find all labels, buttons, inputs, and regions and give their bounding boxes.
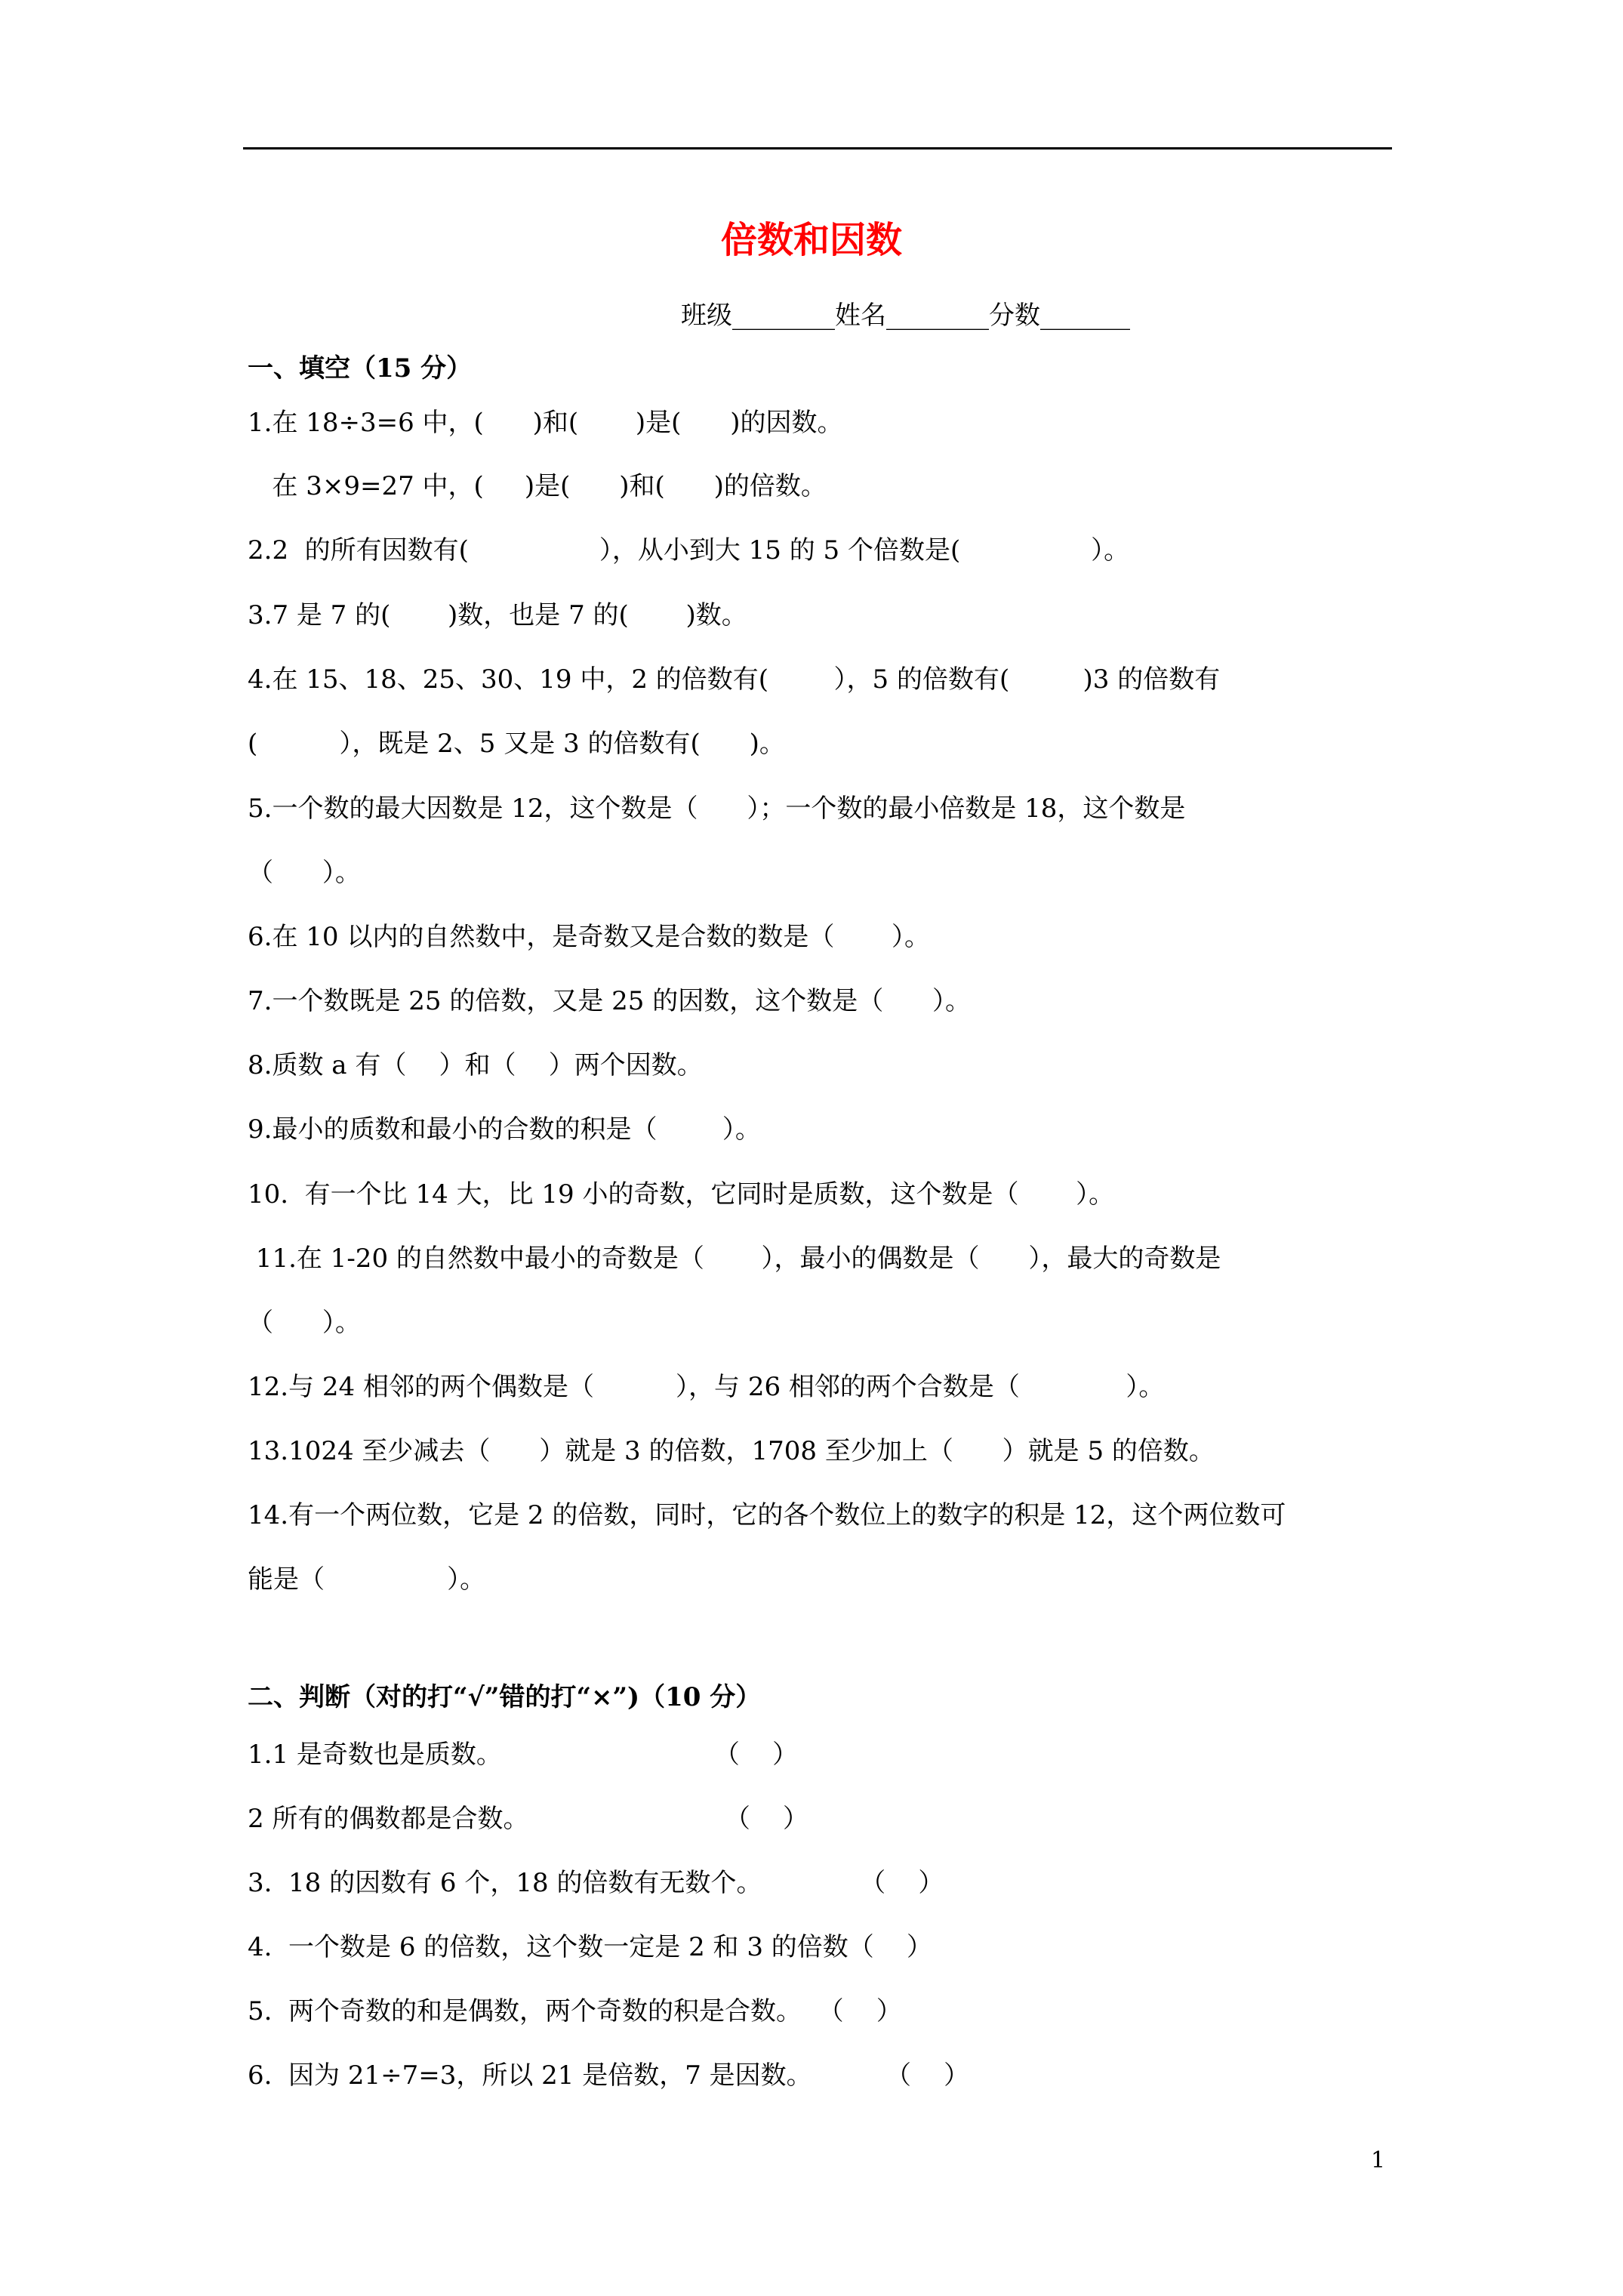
student-info-line: 班级________姓名________分数_______ — [681, 300, 1130, 331]
question-line: 3.7 是 7 的( )数，也是 7 的( )数。 — [248, 600, 747, 630]
question-line: 4.在 15、18、25、30、19 中，2 的倍数有( ），5 的倍数有( )3 的倍数有 — [248, 664, 1221, 695]
question-line: 8.质数 a 有（ ）和（ ）两个因数。 — [248, 1050, 703, 1080]
question-line: 2.2 的所有因数有( ），从小到大 15 的 5 个倍数是( ）。 — [248, 535, 1130, 566]
question-line: 5.一个数的最大因数是 12，这个数是（ ）；一个数的最小倍数是 18，这个数是 — [248, 794, 1186, 824]
question-line: 在 3×9=27 中，( )是( )和( )的倍数。 — [248, 471, 827, 501]
header-rule — [243, 147, 1392, 149]
question-line: 12.与 24 相邻的两个偶数是（ ），与 26 相邻的两个合数是（ ）。 — [248, 1372, 1165, 1402]
page-number: 1 — [1371, 2147, 1386, 2174]
section1-heading: 一、填空（15 分） — [248, 353, 473, 384]
question-line: 1.在 18÷3=6 中，( )和( )是( )的因数。 — [248, 408, 843, 438]
question-line: 7.一个数既是 25 的倍数，又是 25 的因数，这个数是（ ）。 — [248, 986, 972, 1016]
judgment-line: 2 所有的偶数都是合数。 （ ） — [248, 1804, 809, 1834]
judgment-line: 4. 一个数是 6 的倍数，这个数一定是 2 和 3 的倍数（ ） — [248, 1932, 933, 1962]
judgment-line: 1.1 是奇数也是质数。 （ ） — [248, 1740, 799, 1770]
section2-heading: 二、判断（对的打“√”错的打“×”)（10 分） — [248, 1682, 762, 1712]
judgment-line: 3. 18 的因数有 6 个，18 的倍数有无数个。 （ ） — [248, 1868, 944, 1898]
question-line: 11.在 1-20 的自然数中最小的奇数是（ ），最小的偶数是（ ），最大的奇数是 — [248, 1244, 1221, 1274]
question-line: 9.最小的质数和最小的合数的积是（ ）。 — [248, 1114, 761, 1145]
judgment-line: 5. 两个奇数的和是偶数，两个奇数的积是合数。 （ ） — [248, 1996, 902, 2026]
question-line: 14.有一个两位数，它是 2 的倍数，同时，它的各个数位上的数字的积是 12，这个两位数可 — [248, 1500, 1286, 1530]
question-line: 6.在 10 以内的自然数中，是奇数又是合数的数是（ ）。 — [248, 922, 930, 952]
page-title: 倍数和因数 — [720, 219, 902, 261]
question-line: （ ）。 — [248, 1308, 361, 1338]
judgment-line: 6. 因为 21÷7=3，所以 21 是倍数，7 是因数。 （ ） — [248, 2060, 970, 2091]
question-line: （ ）。 — [248, 858, 361, 888]
question-line: ( ），既是 2、5 又是 3 的倍数有( )。 — [248, 729, 785, 759]
question-line: 10. 有一个比 14 大，比 19 小的奇数，它同时是质数，这个数是（ ）。 — [248, 1179, 1115, 1210]
question-line: 13.1024 至少减去（ ）就是 3 的倍数，1708 至少加上（ ）就是 5 的倍数。 — [248, 1436, 1215, 1466]
question-line: 能是（ ）。 — [248, 1564, 486, 1595]
